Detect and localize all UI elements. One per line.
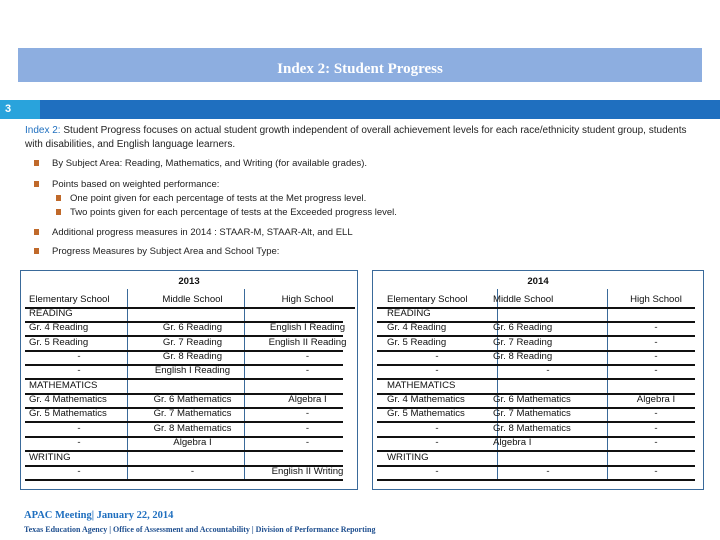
table-cell: - xyxy=(435,422,439,434)
table-cell: Gr. 7 Mathematics xyxy=(493,408,571,420)
table-cell: - xyxy=(435,365,439,377)
table-cell: Gr. 7 Reading xyxy=(493,336,553,348)
table-cell: - xyxy=(77,437,81,449)
table-cell: - xyxy=(305,408,310,420)
table-cell: WRITING xyxy=(387,451,429,463)
table-cell: Gr. 6 Mathematics xyxy=(493,394,571,406)
bullet-icon xyxy=(34,160,39,166)
table-cell: Algebra I xyxy=(493,437,532,449)
table-cell: READING xyxy=(29,308,73,319)
bullet-text: One point given for each percentage of tests at the Met progress level. xyxy=(70,193,367,204)
intro-label: Index 2: xyxy=(25,125,61,136)
bullet-item xyxy=(52,246,279,257)
table-cell: READING xyxy=(387,308,431,319)
table-cell: Algebra I xyxy=(173,437,212,449)
table-cell: Gr. 4 Mathematics xyxy=(29,394,107,406)
bullet-icon xyxy=(34,181,39,187)
table-cell: - xyxy=(546,365,550,377)
bullet-text: Progress Measures by Subject Area and School Type: xyxy=(52,246,280,257)
bullet-item xyxy=(52,179,219,190)
section-bar xyxy=(0,100,720,119)
bullet-icon xyxy=(56,209,61,215)
column-header: Elementary School xyxy=(29,294,110,305)
sub-bullet-item xyxy=(70,207,397,218)
table-cell: Gr. 5 Mathematics xyxy=(29,408,107,420)
table-cell: - xyxy=(305,437,310,449)
column-header: Elementary School xyxy=(387,294,468,305)
footer-agency: Texas Education Agency | Office of Assessment and Accountability | Division of Performance Reporting xyxy=(24,525,376,534)
bullet-text: Additional progress measures in 2014 : STAAR-M, STAAR-Alt, and ELL xyxy=(52,227,353,238)
bullet-text: By Subject Area: Reading, Mathematics, and Writing (for available grades). xyxy=(52,158,368,169)
table-cell: - xyxy=(654,465,658,477)
intro-text: Student Progress focuses on actual student growth independent of overall achievement levels for each race/ethnicity student group, students with disabilities, and English language learners. xyxy=(25,125,687,150)
table-row xyxy=(25,465,343,481)
table-cell: MATHEMATICS xyxy=(387,379,456,391)
table-cell: English I Reading xyxy=(154,365,231,377)
table-cell: - xyxy=(435,437,439,449)
table-cell: - xyxy=(654,408,658,420)
table-cell: Gr. 8 Mathematics xyxy=(493,422,571,434)
table-year: 2013 xyxy=(178,276,200,287)
table-cell: - xyxy=(654,336,658,348)
table-2013 xyxy=(20,270,358,490)
table-cell: - xyxy=(305,422,310,434)
table-cell: Gr. 7 Reading xyxy=(162,336,223,348)
table-cell: - xyxy=(654,365,658,377)
table-cell: English II Reading xyxy=(268,336,347,348)
table-row xyxy=(377,465,695,481)
table-year: 2014 xyxy=(527,276,549,287)
column-header: High School xyxy=(630,294,682,305)
table-cell: Gr. 4 Reading xyxy=(29,322,89,334)
table-cell: - xyxy=(435,351,439,363)
bullet-text: Points based on weighted performance: xyxy=(52,179,220,190)
table-cell: - xyxy=(654,437,658,449)
table-cell: MATHEMATICS xyxy=(29,379,98,391)
footer-meeting: APAC Meeting| January 22, 2014 xyxy=(24,510,174,521)
bullet-icon xyxy=(34,229,39,235)
table-cell: WRITING xyxy=(29,451,71,463)
table-cell: Algebra I xyxy=(288,394,327,406)
table-cell: Gr. 5 Reading xyxy=(29,336,89,348)
table-cell: - xyxy=(77,465,81,477)
table-cell: English I Reading xyxy=(269,322,346,334)
table-2014 xyxy=(372,270,704,490)
table-cell: Gr. 8 Mathematics xyxy=(153,422,232,434)
table-cell: - xyxy=(546,465,550,477)
column-header: Middle School xyxy=(162,294,223,305)
bullet-icon xyxy=(34,248,39,254)
table-cell: Gr. 4 Reading xyxy=(387,322,447,334)
table-cell: Gr. 6 Reading xyxy=(493,322,553,334)
table-cell: - xyxy=(654,422,658,434)
table-cell: Gr. 6 Reading xyxy=(162,322,223,334)
table-cell: - xyxy=(305,365,310,377)
column-header: High School xyxy=(281,294,334,305)
bullet-item xyxy=(52,158,367,169)
table-cell: English II Writing xyxy=(271,465,344,477)
table-cell: Gr. 8 Reading xyxy=(162,351,223,363)
table-cell: - xyxy=(77,422,81,434)
table-cell: Gr. 5 Mathematics xyxy=(387,408,465,420)
table-cell: Gr. 4 Mathematics xyxy=(387,394,465,406)
table-cell: - xyxy=(305,351,310,363)
table-cell: - xyxy=(654,351,658,363)
table-cell: Gr. 7 Mathematics xyxy=(153,408,232,420)
table-cell: Gr. 6 Mathematics xyxy=(153,394,232,406)
table-cell: - xyxy=(435,465,439,477)
table-cell: - xyxy=(77,351,81,363)
bullet-icon xyxy=(56,195,61,201)
bullet-text: Two points given for each percentage of tests at the Exceeded progress level. xyxy=(70,207,397,218)
table-cell: Algebra I xyxy=(636,394,676,406)
table-cell: - xyxy=(190,465,195,477)
slide-title: Index 2: Student Progress xyxy=(277,61,443,77)
table-cell: Gr. 5 Reading xyxy=(387,336,447,348)
table-cell: Gr. 8 Reading xyxy=(493,351,553,363)
title-bar xyxy=(18,48,702,82)
column-header: Middle School xyxy=(493,294,554,305)
sub-bullet-item xyxy=(70,193,366,204)
table-cell: - xyxy=(77,365,81,377)
slide-number: 3 xyxy=(0,100,40,119)
bullet-item xyxy=(52,227,353,238)
table-cell: - xyxy=(654,322,658,334)
intro-paragraph xyxy=(25,124,695,152)
